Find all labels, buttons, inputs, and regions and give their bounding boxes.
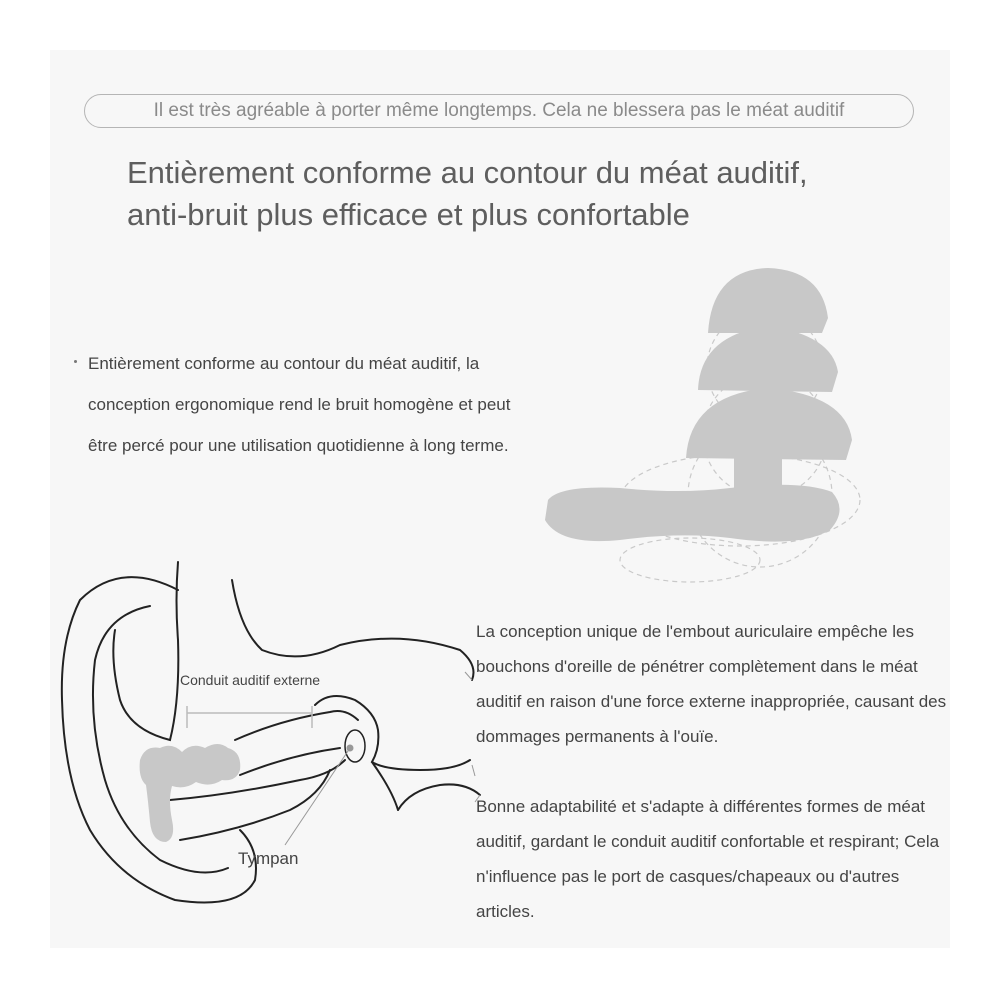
design-paragraph: La conception unique de l'embout auriculaire empêche les bouchons d'oreille de pénétrer complètement dans le méat auditif en raison d'une force externe inappropriée, causant des dommages permanents à l'ouïe. bbox=[476, 622, 947, 746]
headline-line-1: Entièrement conforme au contour du méat auditif, bbox=[127, 155, 808, 190]
eardrum-pointer bbox=[285, 745, 354, 846]
fit-paragraph: Bonne adaptabilité et s'adapte à différentes formes de méat auditif, gardant le conduit auditif confortable et respirant; Cela n'influence pas le port de casques/chapeaux ou d'autres articles. bbox=[476, 797, 940, 921]
intro-paragraph: Entièrement conforme au contour du méat auditif, la conception ergonomique rend le bruit homogène et peut être percé pour une utilisation quotidienne à long terme. bbox=[88, 354, 511, 455]
canal-measure-line bbox=[187, 706, 312, 728]
canal-label: Conduit auditif externe bbox=[180, 672, 321, 688]
headline-line-2: anti-bruit plus efficace et plus confortable bbox=[127, 197, 690, 232]
banner-text: Il est très agréable à porter même longtemps. Cela ne blessera pas le méat auditif bbox=[153, 100, 845, 121]
eardrum-label: Tympan bbox=[238, 849, 299, 868]
